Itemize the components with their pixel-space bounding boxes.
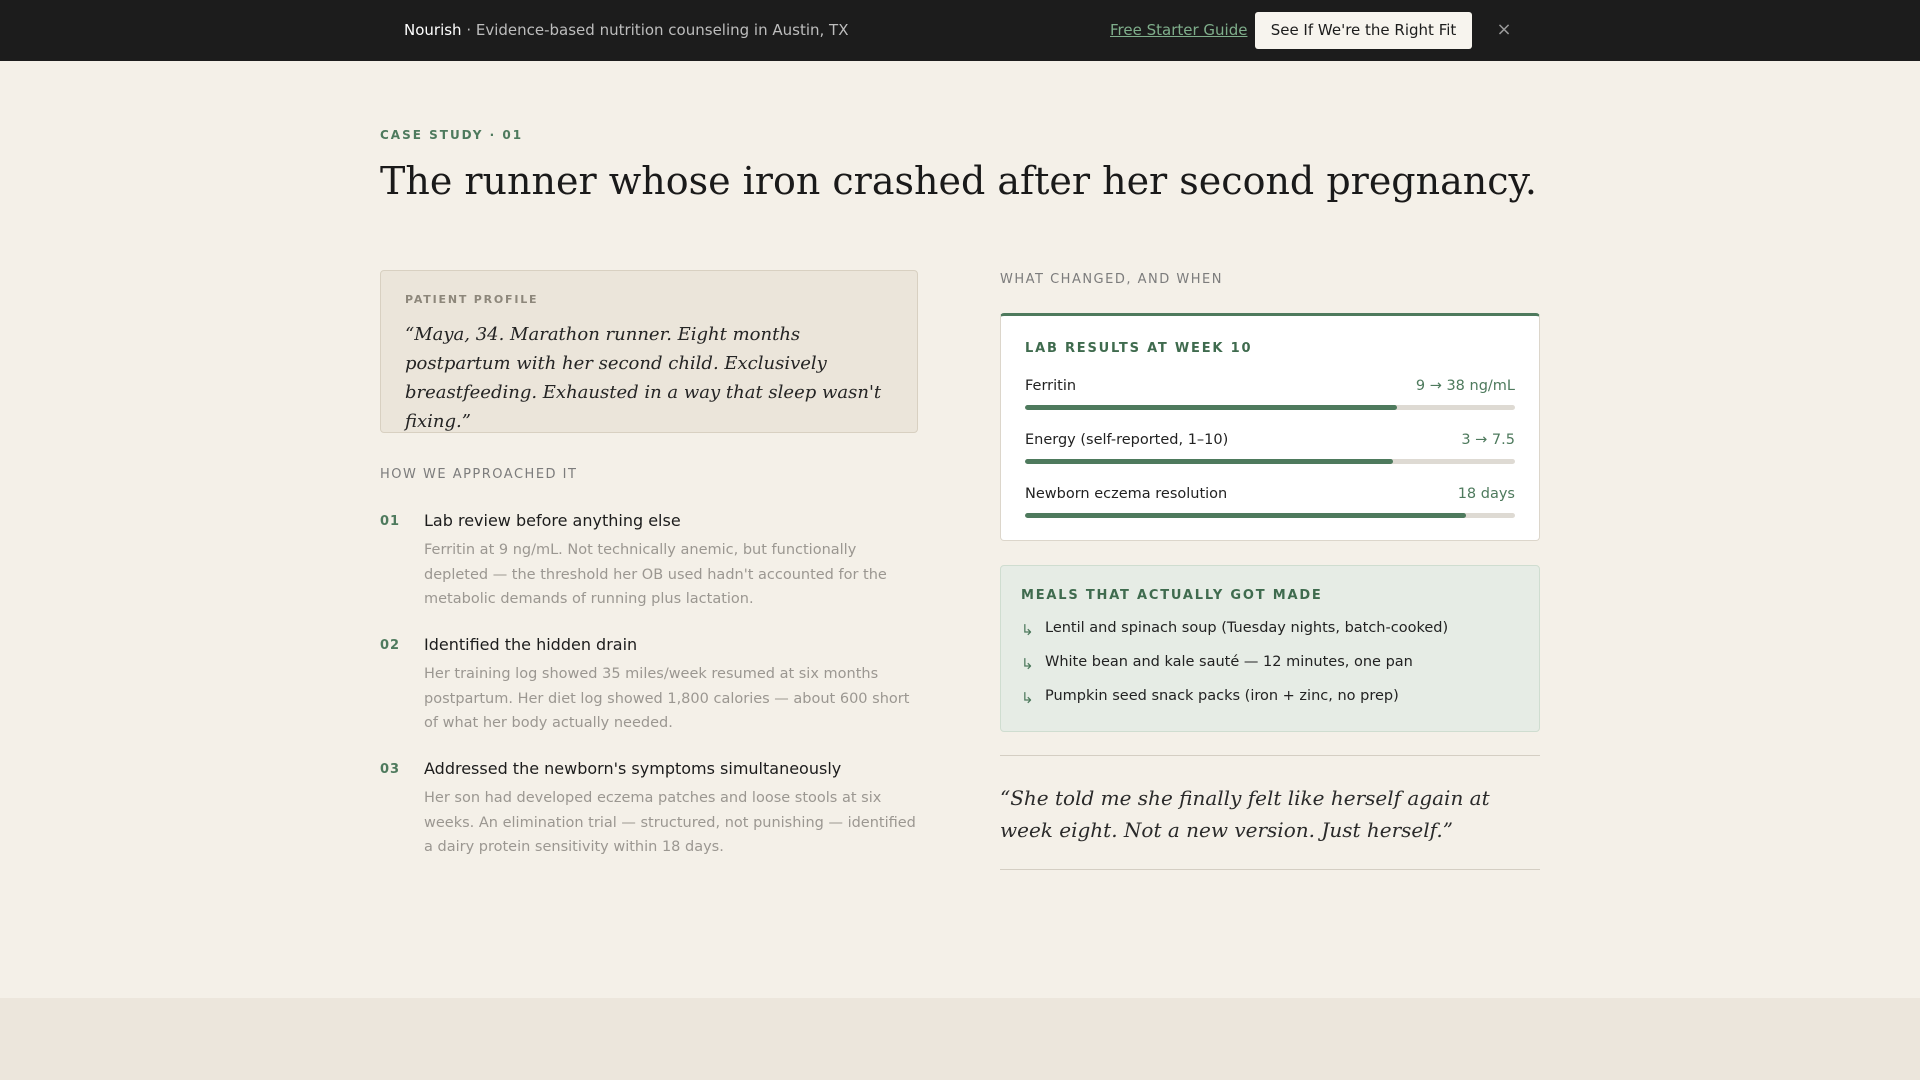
meals-card: [1000, 565, 1540, 732]
meal-item: [1021, 620, 1521, 642]
metric-progress-fill: [1025, 459, 1393, 464]
metric-value: 3 → 7.5: [1461, 432, 1515, 448]
lab-metric: [1025, 432, 1515, 468]
lab-results-card: [1000, 313, 1540, 541]
return-arrow-icon: ↳: [1021, 621, 1034, 639]
meal-text: White bean and kale sauté — 12 minutes, one pan: [1045, 654, 1413, 670]
return-arrow-icon: ↳: [1021, 655, 1034, 673]
metric-progress-track: [1025, 513, 1515, 518]
case-study-eyebrow: CASE STUDY · 01: [380, 128, 524, 142]
patient-profile-label: PATIENT PROFILE: [405, 293, 539, 306]
meal-text: Lentil and spinach soup (Tuesday nights, batch-cooked): [1045, 620, 1449, 636]
metric-progress-fill: [1025, 405, 1397, 410]
metric-progress-fill: [1025, 513, 1466, 518]
banner-tagline: · Evidence-based nutrition counseling in Austin, TX: [461, 21, 849, 39]
lab-metric: [1025, 378, 1515, 414]
meals-title: MEALS THAT ACTUALLY GOT MADE: [1021, 588, 1323, 603]
metric-value: 18 days: [1457, 486, 1515, 502]
footer-band: [0, 998, 1920, 1080]
patient-profile-quote: “Maya, 34. Marathon runner. Eight months postpartum with her second child. Exclusively breastfeeding. Exhausted in a way that sleep wasn't fixing.”: [405, 324, 882, 432]
metric-progress-track: [1025, 405, 1515, 410]
changes-section-label: WHAT CHANGED, AND WHEN: [1000, 272, 1223, 287]
close-icon[interactable]: ×: [1496, 19, 1512, 40]
testimonial-text: “She told me she finally felt like herself again at week eight. Not a new version. Just herself.”: [1000, 786, 1490, 842]
testimonial-quote: [1000, 755, 1540, 870]
meal-item: [1021, 688, 1521, 710]
step-title: Lab review before anything else: [424, 511, 681, 530]
free-starter-guide-link[interactable]: Free Starter Guide: [1110, 21, 1248, 39]
patient-profile-card: [380, 270, 918, 433]
metric-progress-track: [1025, 459, 1515, 464]
step-description: Ferritin at 9 ng/mL. Not technically anemic, but functionally depleted — the threshold her OB used hadn't accounted for the metabolic demands of running plus lactation.: [424, 542, 887, 607]
step-description: Her son had developed eczema patches and loose stools at six weeks. An elimination trial — structured, not punishing — identified a dairy protein sensitivity within 18 days.: [424, 790, 916, 855]
step-number: 02: [380, 638, 401, 653]
step-title: Addressed the newborn's symptoms simultaneously: [424, 759, 842, 778]
right-fit-cta-button[interactable]: See If We're the Right Fit: [1255, 12, 1472, 49]
step-number: 03: [380, 762, 401, 777]
metric-label: Energy (self-reported, 1–10): [1025, 432, 1229, 448]
top-banner: [0, 0, 1920, 61]
page-title: The runner whose iron crashed after her second pregnancy.: [380, 159, 1538, 203]
meal-item: [1021, 654, 1521, 676]
metric-value: 9 → 38 ng/mL: [1415, 378, 1515, 394]
lab-metric: [1025, 486, 1515, 522]
step-number: 01: [380, 514, 401, 529]
metric-label: Ferritin: [1025, 378, 1077, 394]
return-arrow-icon: ↳: [1021, 689, 1034, 707]
meal-text: Pumpkin seed snack packs (iron + zinc, no prep): [1045, 688, 1399, 704]
step-title: Identified the hidden drain: [424, 635, 638, 654]
banner-brandline: [404, 0, 848, 61]
lab-results-title: LAB RESULTS AT WEEK 10: [1025, 341, 1253, 356]
approach-section-label: HOW WE APPROACHED IT: [380, 467, 578, 482]
metric-label: Newborn eczema resolution: [1025, 486, 1228, 502]
step-description: Her training log showed 35 miles/week resumed at six months postpartum. Her diet log showed 1,800 calories — about 600 short of what her body actually needed.: [424, 666, 910, 731]
brand-name: Nourish: [404, 21, 462, 39]
